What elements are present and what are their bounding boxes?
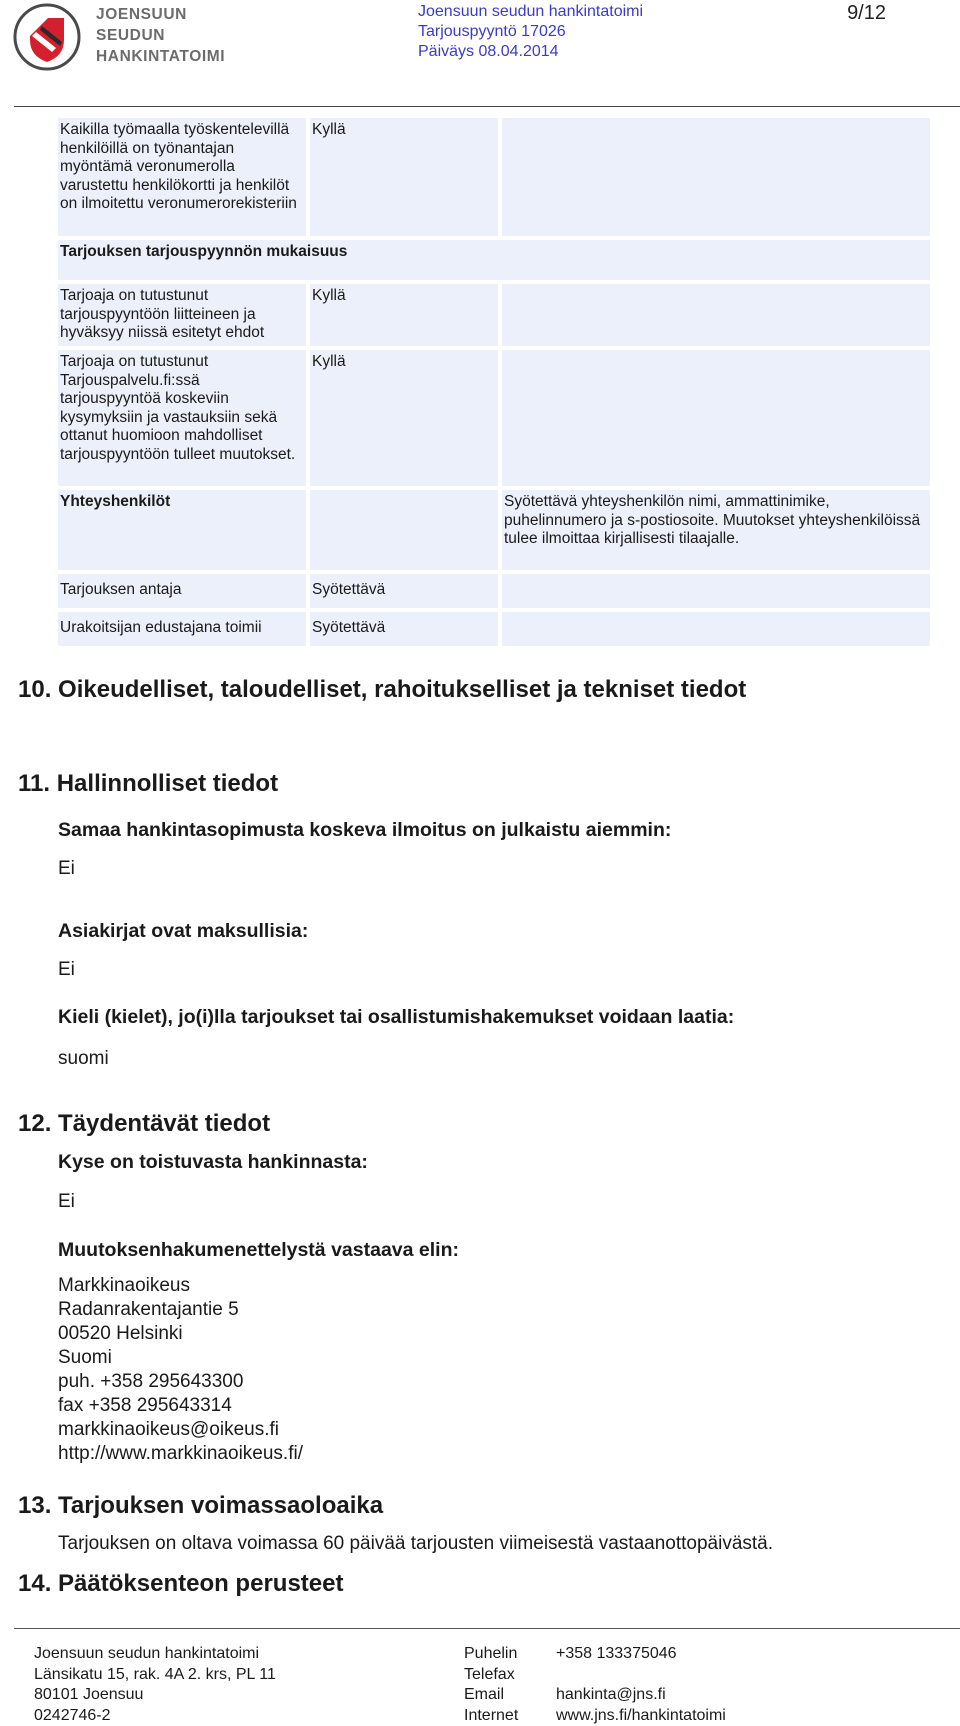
answer-cell: Kyllä (310, 284, 498, 346)
note-cell (502, 612, 930, 646)
answer-cell: Syötettävä (310, 612, 498, 646)
answer-cell: Kyllä (310, 350, 498, 486)
question-label: Kieli (kielet), jo(i)lla tarjoukset tai osallistumishakemukset voidaan laatia: (58, 1006, 735, 1028)
table-row (58, 118, 930, 236)
email-label: Email (464, 1686, 505, 1703)
email-value[interactable]: hankinta@jns.fi (556, 1686, 666, 1703)
section-11-heading: 11. Hallinnolliset tiedot (18, 770, 279, 797)
requirement-cell: Tarjouksen antaja (58, 574, 306, 608)
phone-label: Puhelin (464, 1645, 518, 1662)
email-link[interactable]: markkinaoikeus@oikeus.fi (58, 1419, 279, 1440)
table-row (58, 284, 930, 346)
answer-value: Ei (58, 1191, 75, 1212)
page-header (0, 0, 960, 108)
org-name: Joensuun seudun hankintatoimi (418, 3, 644, 20)
website-link[interactable]: http://www.markkinaoikeus.fi/ (58, 1443, 303, 1464)
question-label: Kyse on toistuvasta hankinnasta: (58, 1151, 368, 1173)
question-label: Muutoksenhakumenettelystä vastaava elin: (58, 1239, 459, 1261)
internet-label: Internet (464, 1706, 519, 1724)
note-cell (502, 284, 930, 346)
requirement-cell: Tarjoaja on tutustunut Tarjouspalvelu.fi:ssä tarjouspyyntöä koskeviin kysymyksiin ja vastauksiin sekä ottanut huomioon mahdolliset tarjouspyyntöön tulleet muutokset. (58, 350, 306, 486)
footer-address (34, 1644, 276, 1726)
review-body-address (58, 1274, 303, 1466)
question-label: Samaa hankintasopimusta koskeva ilmoitus on julkaistu aiemmin: (58, 819, 672, 841)
answer-cell (310, 490, 498, 570)
validity-text: Tarjouksen on oltava voimassa 60 päivää tarjousten viimeisestä vastaanottopäivästä. (58, 1533, 774, 1554)
document-date: Päiväys 08.04.2014 (418, 43, 559, 60)
document-meta (418, 2, 643, 62)
table-row (58, 574, 930, 608)
page-number: 9/12 (847, 2, 886, 24)
coat-of-arms-logo (12, 2, 82, 72)
address-line: 00520 Helsinki (58, 1323, 183, 1344)
table-row (58, 612, 930, 646)
footer-contact-values (556, 1644, 726, 1726)
phone-line: puh. +358 295643300 (58, 1371, 244, 1392)
requirement-cell: Urakoitsijan edustajana toimii (58, 612, 306, 646)
answer-value: Ei (58, 858, 75, 879)
answer-value: suomi (58, 1048, 109, 1069)
address-line: Radanrakentajantie 5 (58, 1299, 239, 1320)
table-row (58, 240, 930, 280)
answer-value: Ei (58, 959, 75, 980)
tender-number: Tarjouspyyntö 17026 (418, 23, 566, 40)
note-cell (502, 350, 930, 486)
group-heading-cell: Tarjouksen tarjouspyynnön mukaisuus (58, 240, 930, 280)
section-13-heading: 13. Tarjouksen voimassaoloaika (18, 1492, 384, 1519)
answer-cell: Kyllä (310, 118, 498, 236)
header-divider (14, 106, 960, 107)
answer-cell: Syötettävä (310, 574, 498, 608)
fax-line: fax +358 295643314 (58, 1395, 232, 1416)
internet-value[interactable]: www.jns.fi/hankintatoimi (556, 1706, 726, 1724)
contacts-heading-cell: Yhteyshenkilöt (58, 490, 306, 570)
footer-business-id: 0242746-2 (34, 1706, 111, 1724)
requirement-cell: Tarjoaja on tutustunut tarjouspyyntöön liitteineen ja hyväksyy niissä esitetyt ehdot (58, 284, 306, 346)
phone-value: +358 133375046 (556, 1645, 677, 1662)
logo-wordmark: JOENSUUN SEUDUN HANKINTATOIMI (96, 6, 226, 65)
note-cell (502, 574, 930, 608)
address-line: Suomi (58, 1347, 112, 1368)
requirement-cell: Kaikilla työmaalla työskentelevillä henkilöillä on työnantajan myöntämä veronumerolla varustettu henkilökortti ja henkilöt on ilmoitettu veronumerorekisteriin (58, 118, 306, 236)
requirements-table (58, 118, 930, 650)
address-line: Markkinaoikeus (58, 1275, 190, 1296)
table-row (58, 490, 930, 570)
section-14-heading: 14. Päätöksenteon perusteet (18, 1570, 344, 1597)
table-row (58, 350, 930, 486)
footer-contact-labels (464, 1644, 518, 1726)
note-cell: Syötettävä yhteyshenkilön nimi, ammattinimike, puhelinnumero ja s-postiosoite. Muutokset yhteyshenkilöissä tulee ilmoittaa kirjallisesti tilaajalle. (502, 490, 930, 570)
section-10-heading: 10. Oikeudelliset, taloudelliset, rahoitukselliset ja tekniset tiedot (18, 676, 747, 703)
footer-city: 80101 Joensuu (34, 1686, 144, 1703)
note-cell (502, 118, 930, 236)
footer-street: Länsikatu 15, rak. 4A 2. krs, PL 11 (34, 1665, 276, 1683)
fax-label: Telefax (464, 1665, 515, 1683)
fax-value (556, 1665, 726, 1686)
question-label: Asiakirjat ovat maksullisia: (58, 920, 309, 942)
footer-divider (14, 1628, 960, 1629)
section-12-heading: 12. Täydentävät tiedot (18, 1110, 271, 1137)
footer-org: Joensuun seudun hankintatoimi (34, 1645, 260, 1662)
